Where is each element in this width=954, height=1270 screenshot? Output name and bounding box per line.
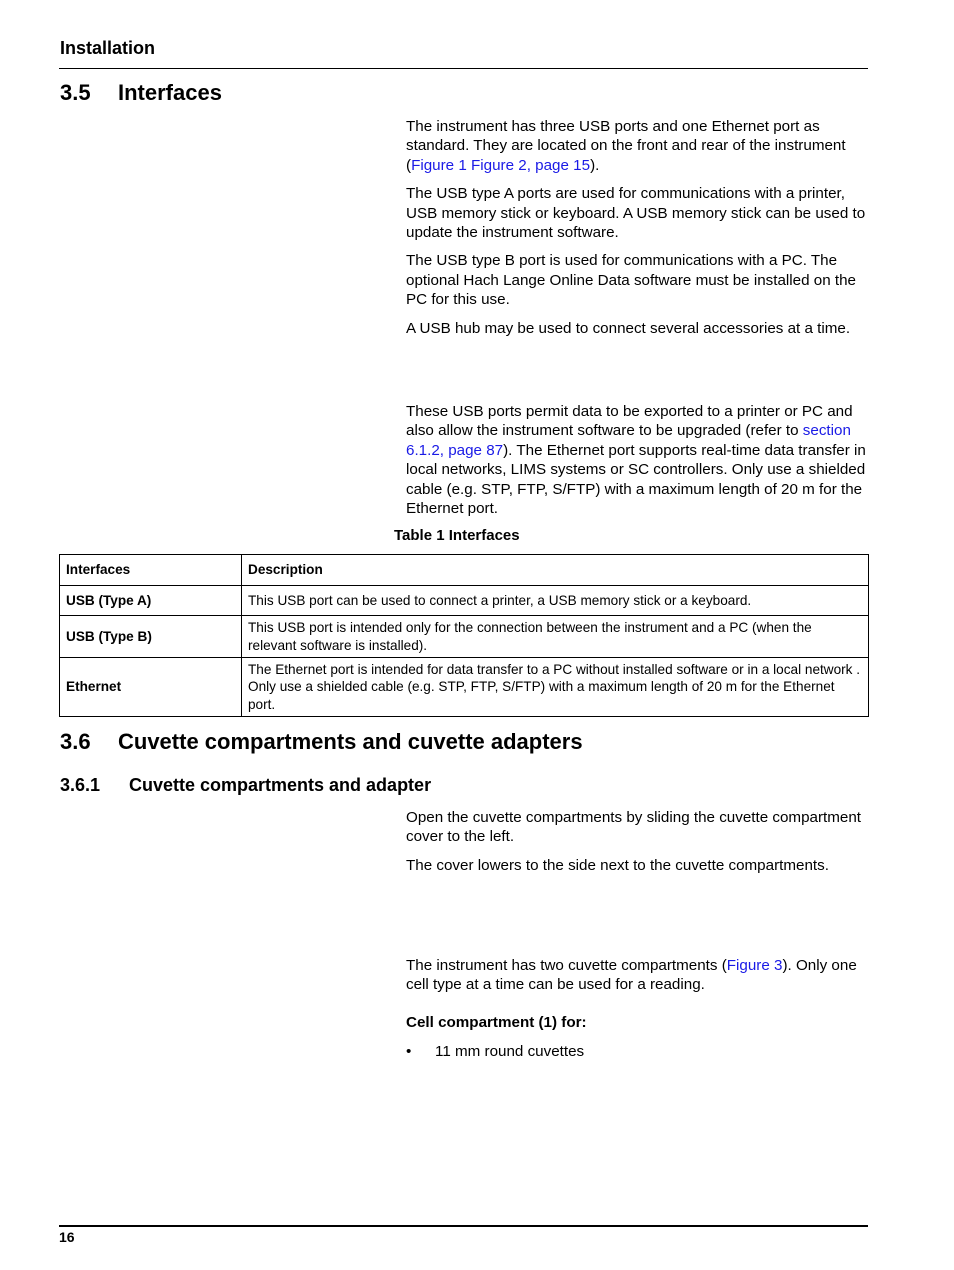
table-cell: The Ethernet port is intended for data transfer to a PC without installed software or in a local network . Only use a shielded cable (e.g. STP, FTP, S/FTP) with a maximum length of 20 m for the Ethernet port. <box>242 658 869 717</box>
section-heading-3-5 <box>60 80 222 106</box>
table-header-cell: Description <box>242 555 869 586</box>
subsection-title: Cuvette compartments and adapter <box>129 775 432 795</box>
cuvette-intro <box>406 808 869 875</box>
header-rule <box>59 68 868 69</box>
table-cell: Ethernet <box>60 658 242 717</box>
section-number: 3.6 <box>60 729 91 754</box>
paragraph: Open the cuvette compartments by sliding the cuvette compartment cover to the left. <box>406 809 862 846</box>
subsection-number: 3.6.1 <box>60 775 101 795</box>
table-row <box>60 616 869 658</box>
paragraph: The USB type B port is used for communications with a PC. The optional Hach Lange Online Data software must be installed on the PC for this use. <box>406 252 856 309</box>
section-number: 3.5 <box>60 80 91 105</box>
cell-compartment-subheading: Cell compartment (1) for: <box>406 1013 587 1031</box>
running-header: Installation <box>60 38 156 58</box>
page-number: 16 <box>59 1229 75 1245</box>
cuvette-compartments-text <box>406 956 869 1062</box>
section-title: Interfaces <box>118 80 222 105</box>
table-cell: USB (Type A) <box>60 586 242 616</box>
subsection-heading-3-6-1 <box>60 775 431 796</box>
table-caption: Table 1 Interfaces <box>394 527 520 544</box>
table-cell: This USB port can be used to connect a printer, a USB memory stick or a keyboard. <box>242 586 869 616</box>
paragraph: The instrument has three USB ports and one Ethernet port as standard. They are located on the front and rear of the instrument (Figure 1 Figure 2, page 15). <box>406 118 846 174</box>
section-link[interactable]: section 6.1.2, page 87 <box>406 422 851 459</box>
list-item <box>406 1042 869 1061</box>
table-row <box>60 586 869 616</box>
figure-link[interactable]: Figure 3 <box>726 957 783 974</box>
section-title: Cuvette compartments and cuvette adapters <box>118 729 583 754</box>
list-item-text: 11 mm round cuvettes <box>435 1043 585 1061</box>
footer-rule <box>59 1225 868 1227</box>
table-header-row <box>60 555 869 586</box>
paragraph: The cover lowers to the side next to the cuvette compartments. <box>406 856 829 874</box>
paragraph: These USB ports permit data to be exported to a printer or PC and also allow the instrument software to be upgraded (refer to section 6.1.2, page 87). The Ethernet port supports real-time data transfer in local networks, LIMS systems or SC controllers. Only use a shielded cable (e.g. STP, FTP, S/FTP) with a maximum length of 20 m for the Ethernet port. <box>406 403 866 518</box>
table-header-cell: Interfaces <box>60 555 242 586</box>
table-cell: USB (Type B) <box>60 616 242 658</box>
table-cell: This USB port is intended only for the connection between the instrument and a PC (when the relevant software is installed). <box>242 616 869 658</box>
paragraph: A USB hub may be used to connect several accessories at a time. <box>406 319 851 337</box>
paragraph: The instrument has two cuvette compartments (Figure 3). Only one cell type at a time can be used for a reading. <box>406 957 857 994</box>
figure-link[interactable]: Figure 1 Figure 2, page 15 <box>411 156 591 174</box>
section-heading-3-6 <box>60 729 583 755</box>
interfaces-table <box>59 554 869 717</box>
table-row <box>60 658 869 717</box>
interfaces-export-text <box>406 402 869 518</box>
bullet-icon: • <box>406 1043 412 1061</box>
interfaces-intro <box>406 117 869 338</box>
paragraph: The USB type A ports are used for communications with a printer, USB memory stick or keyboard. A USB memory stick can be used to update the instrument software. <box>406 185 866 242</box>
